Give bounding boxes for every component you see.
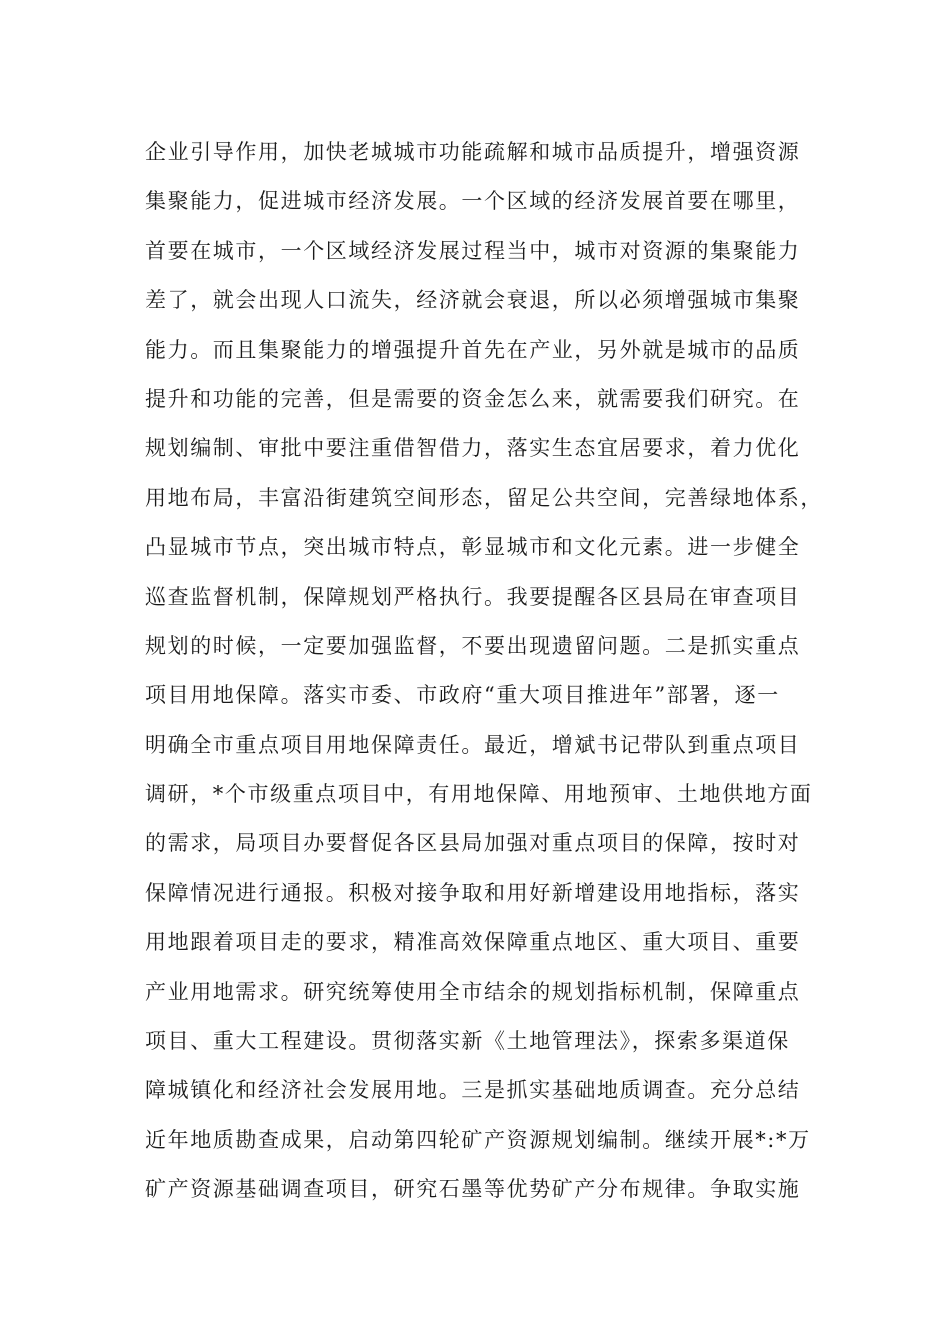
text-line: 集聚能力，促进城市经济发展。一个区域的经济发展首要在哪里， [145,189,801,214]
text-line: 规划编制、审批中要注重借智借力，落实生态宜居要求，着力优化 [145,436,801,461]
text-line: 首要在城市，一个区域经济发展过程当中，城市对资源的集聚能力 [145,238,801,263]
text-line: 的需求，局项目办要督促各区县局加强对重点项目的保障，按时对 [145,831,801,856]
text-line: 用地布局，丰富沿街建筑空间形态，留足公共空间，完善绿地体系， [145,485,823,510]
text-line: 提升和功能的完善，但是需要的资金怎么来，就需要我们研究。在 [145,386,801,411]
text-line: 近年地质勘查成果，启动第四轮矿产资源规划编制。继续开展*:*万 [145,1127,811,1152]
text-line: 产业用地需求。研究统筹使用全市结余的规划指标机制，保障重点 [145,979,801,1004]
text-line: 企业引导作用，加快老城城市功能疏解和城市品质提升，增强资源 [145,140,801,164]
text-line: 障城镇化和经济社会发展用地。三是抓实基础地质调查。充分总结 [145,1078,801,1103]
text-line: 用地跟着项目走的要求，精准高效保障重点地区、重大项目、重要 [145,930,801,955]
text-line: 保障情况进行通报。积极对接争取和用好新增建设用地指标，落实 [145,880,801,905]
text-line: 巡查监督机制，保障规划严格执行。我要提醒各区县局在审查项目 [145,584,801,609]
text-line: 规划的时候，一定要加强监督，不要出现遗留问题。二是抓实重点 [145,633,801,658]
text-line: 能力。而且集聚能力的增强提升首先在产业，另外就是城市的品质 [145,337,801,362]
text-line: 项目用地保障。落实市委、市政府“重大项目推进年”部署，逐一 [145,683,780,708]
text-line: 明确全市重点项目用地保障责任。最近，增斌书记带队到重点项目 [145,732,801,757]
text-line: 项目、重大工程建设。贯彻落实新《土地管理法》，探索多渠道保 [145,1029,790,1054]
text-line: 差了，就会出现人口流失，经济就会衰退，所以必须增强城市集聚 [145,288,801,313]
text-line: 调研，*个市级重点项目中，有用地保障、用地预审、土地供地方面 [145,782,813,807]
text-line: 凸显城市节点，突出城市特点，彰显城市和文化元素。进一步健全 [145,535,801,560]
document-body-text [145,128,835,1215]
text-line: 矿产资源基础调查项目，研究石墨等优势矿产分布规律。争取实施 [145,1177,801,1202]
